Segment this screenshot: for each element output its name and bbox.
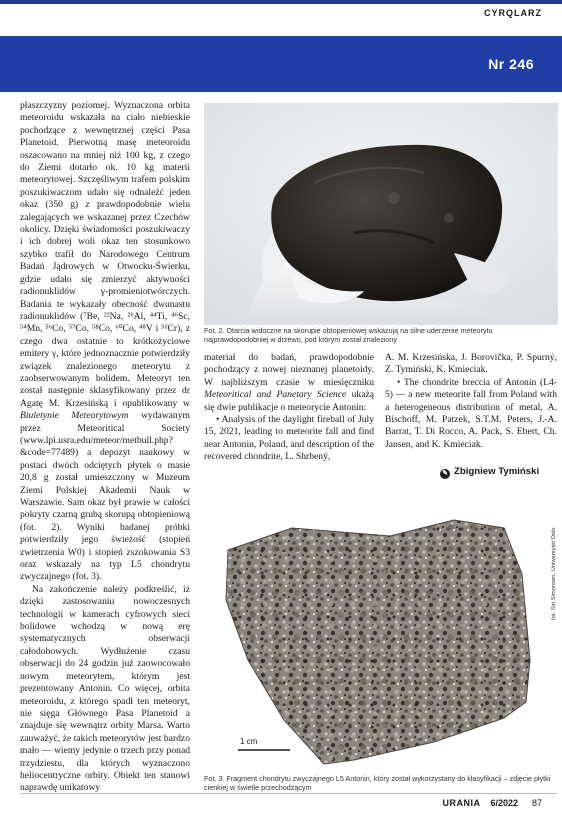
meteorite-hand-photo bbox=[204, 103, 558, 325]
publication-item: • The chondrite breccia of Antonin (L4-5) — a new meteorite fall from Poland with a heterogeneous distribution of metal, A. Bischoff, M. Patzek, S.T.M. Peters, J.-A. Barrat, T. Di Rocco, A. Pack, S. Ebert, Ch. Jansen, and K. Kmieciak. bbox=[385, 376, 557, 450]
publication-item: • Analysis of the daylight fireball of July 15, 2021, leading to meteorite fall and find near Antonin, Poland, and description of the recovered chondrite, L. Shrbený, bbox=[204, 414, 374, 463]
journal-title: Meteoritical and Panetary Science bbox=[204, 389, 347, 401]
page-number: 87 bbox=[531, 798, 542, 808]
figure-3-caption: Fot. 3. Fragment chondrytu zwyczajnego L5 Antonin, który został wykorzystany do klasyfikacji – zdjęcie płytki cienkiej w świetle przechodzącym bbox=[204, 774, 551, 792]
article-paragraph: płaszczyzny poziomej. Wyznaczona orbita meteoroidu wskazała na ciało niebieskie pochodzące z wewnętrznej części Pasa Planetoid. Pierwotną masę meteoroidu oszacowano na mniej niż 100 kg, z czego do Ziemi dotarło ok. 10 kg materii meteorytowej. Szczęśliwym trafem polskim poszukiwaczom udało się odnaleźć jeden okaz (350 g) z prawdopodobnie wielu zalegających we wskazanej przez Czechów okolicy. Dzięki świadomości poszukiwaczy i ich dobrej woli okaz ten stosunkowo szybko trafił do Narodowego Centrum Badań Jądrowych w Otwocku-Świerku, gdzie udało się zmierzyć aktywności radionuklidów γ-promieniotwórczych. Badania te wykazały obecność dwunastu radionuklidów (⁷Be, ²²Na, ²⁶Al, ⁴⁴Ti, ⁴⁶Sc, ⁵⁴Mn, ⁵⁶Co, ⁵⁷Co, ⁵⁸Co, ⁶⁰Co, ⁴⁸V i ⁵¹Cr), z czego dwa ostatnie to krótkożyciowe emitery γ, które jednoznacznie potwierdziły związek znalezionego meteorytu z zaobserwowanym bolidem. Meteoryt ten został następnie sklasyfikowany przez dr Agatę M. Krzesińską i opublikowany w Biuletynie Meteorytowym wydawanym przez Meteoritical Society (www.lpi.usra.edu/meteor/metbull.php?&code=77489) a depozyt naukowy w postaci dwóch odciętych płytek o masie 20,8 g został umieszczony w Muzeum Ziemi Polskiej Akademii Nauk w Warszawie. Sam okaz był prawie w całości pokryty czarną grubą skorupą obtopieniową (fot. 2). Wyniki badanej próbki potwierdziły jego świeżość (stopień zwietrzenia W0) i stopień zszokowania S3 oraz wskazały na typ L5 chondrytu zwyczajnego (fot. 3). bbox=[20, 100, 190, 583]
right-column bbox=[385, 352, 557, 451]
issue-label: 6/2022 bbox=[490, 798, 518, 808]
pen-icon: ✎ bbox=[440, 469, 450, 479]
middle-column bbox=[204, 352, 374, 464]
magazine-name: URANIA bbox=[442, 798, 481, 808]
article-paragraph: materiał do badań, prawdopodobnie pochodzący z nowej nieznanej planetoidy. W najbliższym czasie w miesięczniku Meteoritical and Panetary Science ukażą się dwie publikacje o meteorycie Antonin: bbox=[204, 352, 374, 413]
scale-bar-label: 1 cm bbox=[240, 737, 258, 746]
article-paragraph: Na zakończenie należy podkreślić, iż dzięki zastosowaniu nowoczesnych technologii w kamerach cyfrowych sieci bolidowe wchodzą w nową erę systematycznych obserwacji całodobowych. Wydłużenie czasu obserwacji do 24 godzin już zaowocowało nowym meteorytem, którym jest prezentowany Antonin. Co więcej, orbita meteoroidu, z którego spadł ten meteoryt, nie sięga Głównego Pasa Planetoid a znajduje się wewnątrz orbity Marsa. Warto zauważyć, że takich meteorytów jest bardzo mało — wiemy jedynie o trzech przy ponad trzydziestu, dla których wyznaczono heliocentryczne orbity. Obiekt ten stanowi naprawdę unikatowy bbox=[20, 583, 190, 794]
bulletin-title: Biuletynie Meteorytowym bbox=[20, 410, 129, 422]
left-column bbox=[20, 100, 190, 795]
figure-2-caption: Fot. 2. Otarcia widoczne na skorupie obtopieniowej wskazują na silne uderzenie meteorytu najprawdopodobniej w drzewo, pod którym został znaleziony bbox=[204, 326, 493, 344]
footer-rule bbox=[20, 793, 557, 794]
photo-credit: fot. Siri Simonsen, Uniwersytet Oslo bbox=[551, 527, 557, 620]
section-label: CYRQLARZ bbox=[484, 8, 542, 18]
author-name: Zbigniew Tymiński bbox=[454, 466, 540, 477]
header-band bbox=[0, 36, 562, 92]
issue-number: Nr 246 bbox=[488, 56, 534, 72]
publication-authors: A. M. Krzesińska, J. Borovička, P. Spurný, Z. Tymiński, K. Kmieciak. bbox=[385, 352, 557, 376]
top-accent-rule bbox=[0, 0, 562, 4]
page-footer bbox=[442, 798, 542, 808]
author-signature bbox=[440, 466, 539, 479]
thin-section-photo bbox=[204, 490, 558, 774]
